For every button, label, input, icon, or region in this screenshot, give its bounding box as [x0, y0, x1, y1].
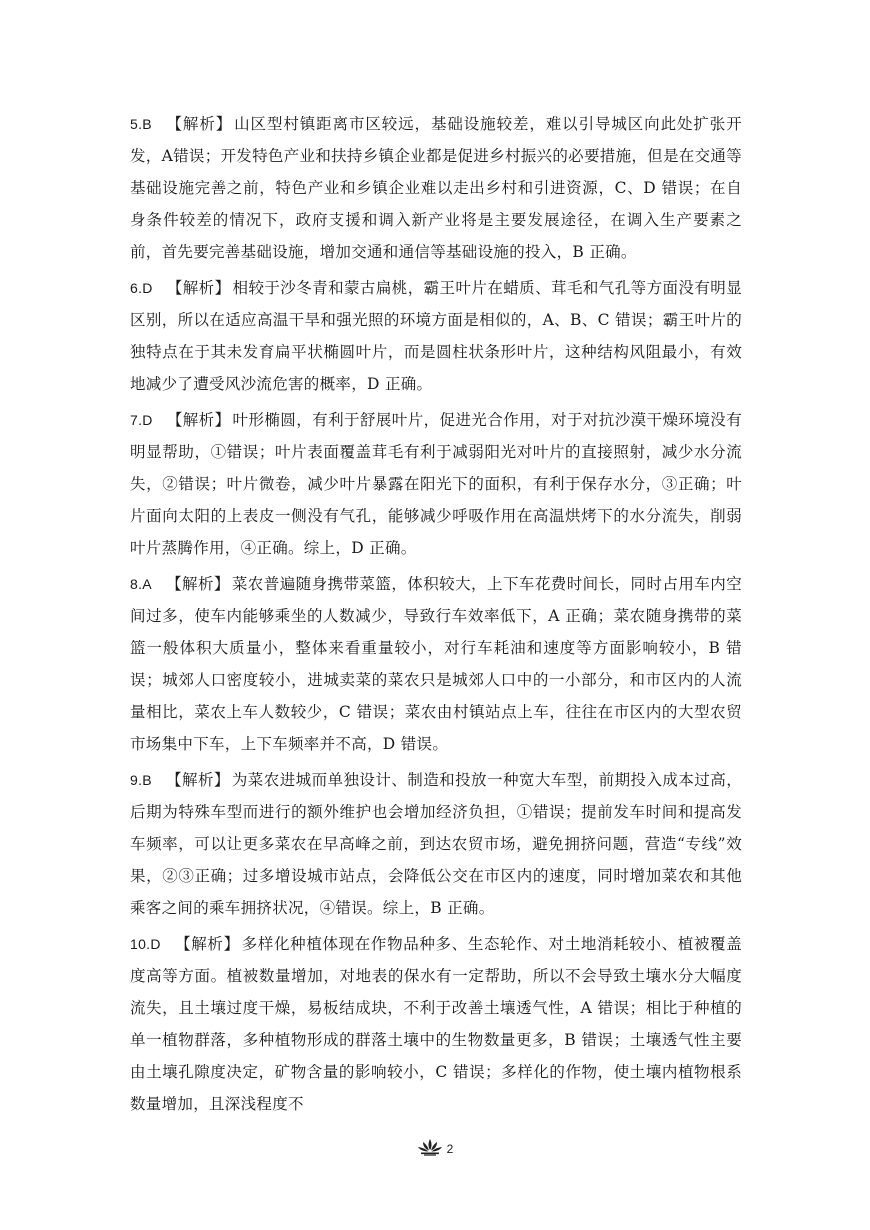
explanation-text: 相较于沙冬青和蒙古扁桃，霸王叶片在蜡质、茸毛和气孔等方面没有明显区别，所以在适应高温干旱和强光照的环境方面是相似的，A、B、C 错误；霸王叶片的独特点在于其未发育扁平状椭圆叶片，而是圆柱状条形叶片，这种结构风阻最小，有效地减少了遭受风沙流危害的概率，D 正确。: [130, 279, 742, 393]
explanation-text: 菜农普遍随身携带菜篮，体积较大，上下车花费时间长，同时占用车内空间过多，使车内能够乘坐的人数减少，导致行车效率低下，A 正确；菜农随身携带的菜篮一般体积大质量小，整体来看重量较小，对行车耗油和速度等方面影响较小，B 错误；城郊人口密度较小，进城卖菜的菜农只是城郊人口中的一小部分，和市区内的人流量相比，菜农上车人数较少，C 错误；菜农由村镇站点上车，往往在市区内的大型农贸市场集中下车，上下车频率并不高，D 错误。: [130, 575, 742, 753]
analysis-tag: 【解析】: [165, 575, 230, 593]
question-number: 5.B: [130, 116, 152, 132]
answer-item-9: [130, 764, 742, 924]
analysis-tag: 【解析】: [166, 411, 231, 429]
page-footer: [0, 1138, 870, 1160]
question-number: 7.D: [130, 412, 153, 428]
question-number: 6.D: [130, 280, 153, 296]
analysis-tag: 【解析】: [166, 279, 231, 297]
answer-item-5: [130, 108, 742, 268]
answer-explanations: [130, 108, 742, 1124]
lotus-logo-icon: [417, 1138, 443, 1160]
explanation-text: 为菜农进城而单独设计、制造和投放一种宽大车型，前期投入成本过高，后期为特殊车型而进行的额外维护也会增加经济负担，①错误；提前发车时间和提高发车频率，可以让更多菜农在早高峰之前，到达农贸市场，避免拥挤问题，营造“专线”效果，②③正确；过多增设城市站点，会降低公交在市区内的速度，同时增加菜农和其他乘客之间的乘车拥挤状况，④错误。综上，B 正确。: [130, 771, 742, 917]
explanation-text: 叶形椭圆，有利于舒展叶片，促进光合作用，对于对抗沙漠干燥环境没有明显帮助，①错误；叶片表面覆盖茸毛有利于减弱阳光对叶片的直接照射，减少水分流失，②错误；叶片微卷，减少叶片暴露在阳光下的面积，有利于保存水分，③正确；叶片面向太阳的上表皮一侧没有气孔，能够减少呼吸作用在高温烘烤下的水分流失，削弱叶片蒸腾作用，④正确。综上，D 正确。: [130, 411, 742, 557]
question-number: 9.B: [130, 772, 152, 788]
explanation-text: 山区型村镇距离市区较远，基础设施较差，难以引导城区向此处扩张开发，A错误；开发特色产业和扶持乡镇企业都是促进乡村振兴的必要措施，但是在交通等基础设施完善之前，特色产业和乡镇企业难以走出乡村和引进资源，C、D 错误；在自身条件较差的情况下，政府支援和调入新产业将是主要发展途径，在调入生产要素之前，首先要完善基础设施，增加交通和通信等基础设施的投入，B 正确。: [130, 115, 742, 261]
answer-item-8: [130, 568, 742, 760]
question-number: 8.A: [130, 576, 152, 592]
answer-item-10: [130, 928, 742, 1120]
answer-item-7: [130, 404, 742, 564]
analysis-tag: 【解析】: [165, 115, 233, 133]
question-number: 10.D: [130, 936, 161, 952]
page-number: 2: [446, 1142, 454, 1156]
analysis-tag: 【解析】: [165, 771, 230, 789]
answer-item-6: [130, 272, 742, 400]
analysis-tag: 【解析】: [174, 935, 240, 953]
explanation-text: 多样化种植体现在作物品种多、生态轮作、对土地消耗较小、植被覆盖度高等方面。植被数量增加，对地表的保水有一定帮助，所以不会导致土壤水分大幅度流失，且土壤过度干燥，易板结成块，不利于改善土壤透气性，A 错误；相比于种植的单一植物群落，多种植物形成的群落土壤中的生物数量更多，B 错误；土壤透气性主要由土壤孔隙度决定，矿物含量的影响较小，C 错误；多样化的作物，使土壤内植物根系数量增加，且深浅程度不: [130, 935, 742, 1113]
lotus-logo-icon-svg: [417, 1138, 443, 1156]
